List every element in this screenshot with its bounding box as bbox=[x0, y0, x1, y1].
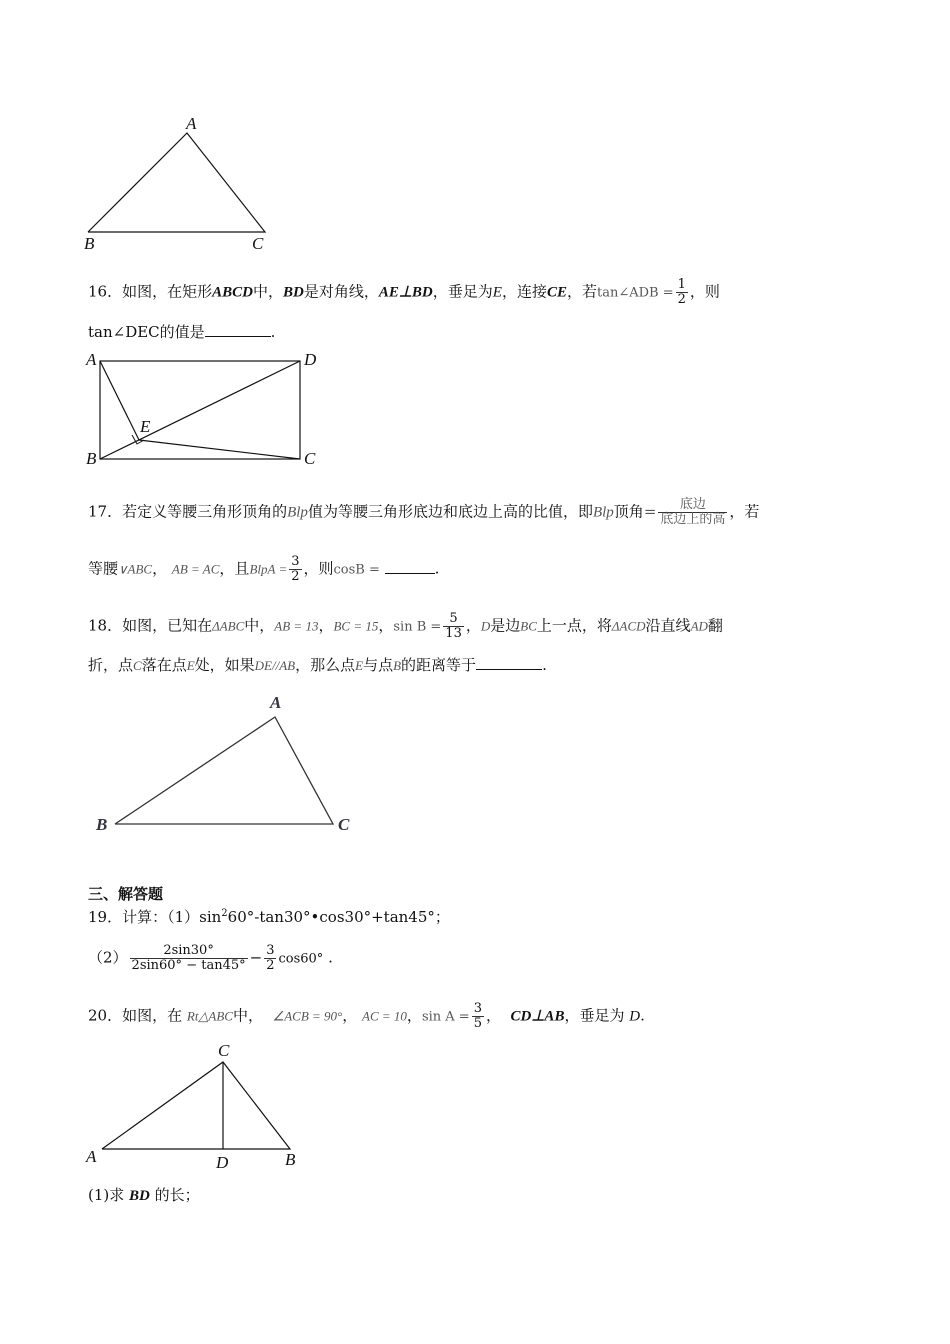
label-b: B bbox=[96, 815, 108, 834]
question-19-line1: 19．计算：$(1)\sin^260^\circ-\tan 30^\circ•\cos 30^\circ+\tan 45^\circ$； bbox=[88, 908, 450, 926]
label-a: A bbox=[86, 1147, 97, 1166]
fraction-1-2: $\frac{1}{2}$ bbox=[677, 277, 686, 307]
figure-triangle-abc-q18 bbox=[90, 690, 370, 840]
label-e: E bbox=[140, 417, 151, 436]
figure-rectangle-abcd bbox=[82, 348, 332, 470]
fraction-5-13: $\frac{5}{13}$ bbox=[445, 611, 462, 641]
figure-triangle-abc-top bbox=[80, 110, 280, 255]
label-b: B bbox=[285, 1150, 296, 1169]
label-b: B bbox=[86, 449, 97, 468]
fraction-base-height: $\frac{\text{底边}}{\text{底边上的高}}$ bbox=[660, 497, 726, 527]
question-20-part1: (1)求 BD 的长； bbox=[88, 1186, 200, 1204]
question-16-line2: tan∠DEC的值是 . bbox=[88, 323, 276, 341]
label-d: D bbox=[216, 1153, 229, 1172]
label-c: C bbox=[304, 449, 316, 468]
question-19-line2: （2） $\frac{2\sin 30^\circ}{2\sin 60^\circ - \tan 45^\circ}$ − $\frac{3}{2}$ cos60° . bbox=[88, 943, 333, 973]
answer-blank bbox=[385, 559, 435, 574]
label-a: A bbox=[86, 350, 97, 369]
section-title: 三、解答题 bbox=[88, 885, 164, 903]
question-16-line1: 16．如图，在矩形ABCD中，BD是对角线，AE⊥BD，垂足为E，连接CE，若tan∠ADB = $\frac{1}{2}$ ，则 bbox=[88, 277, 720, 307]
fraction-3-2: $\frac{3}{2}$ bbox=[291, 554, 300, 584]
label-c: C bbox=[218, 1041, 230, 1060]
question-20-line1: 20．如图，在 Rt△ABC中， ∠ACB = 90°， AC = 10，sin A = $\frac{3}{5}$ ， CD⊥AB，垂足为 D. bbox=[88, 1001, 645, 1031]
label-c: C bbox=[252, 234, 264, 253]
label-b: B bbox=[84, 234, 95, 253]
question-17-line2: 等腰∨ABC， AB = AC，且BlpA = $\frac{3}{2}$ ，则cosB = . bbox=[88, 554, 440, 584]
label-c: C bbox=[338, 815, 350, 834]
answer-blank bbox=[205, 322, 271, 337]
fraction-3-5: $\frac{3}{5}$ bbox=[473, 1001, 482, 1031]
label-a: A bbox=[270, 693, 282, 712]
question-18-line2: 折，点C落在点E处，如果DE//AB，那么点E与点B的距离等于 . bbox=[88, 656, 547, 674]
figure-right-triangle bbox=[82, 1035, 332, 1175]
question-18-line1: 18．如图，已知在ΔABC中，AB = 13，BC = 15，sin B = $\frac{5}{13}$ ，D是边BC上一点，将ΔACD沿直线AD翻 bbox=[88, 611, 723, 641]
label-d: D bbox=[304, 350, 317, 369]
fraction-3-2: $\frac{3}{2}$ bbox=[266, 943, 275, 973]
answer-blank bbox=[476, 655, 542, 670]
fraction-expression: $\frac{2\sin 30^\circ}{2\sin 60^\circ - \tan 45^\circ}$ bbox=[131, 943, 246, 973]
label-a: A bbox=[186, 114, 197, 133]
question-17-line1: 17．若定义等腰三角形顶角的Blp值为等腰三角形底边和底边上高的比值，即Blp顶角= $\frac{\text{底边}}{\text{底边上的高}}$ ，若 bbox=[88, 497, 760, 527]
